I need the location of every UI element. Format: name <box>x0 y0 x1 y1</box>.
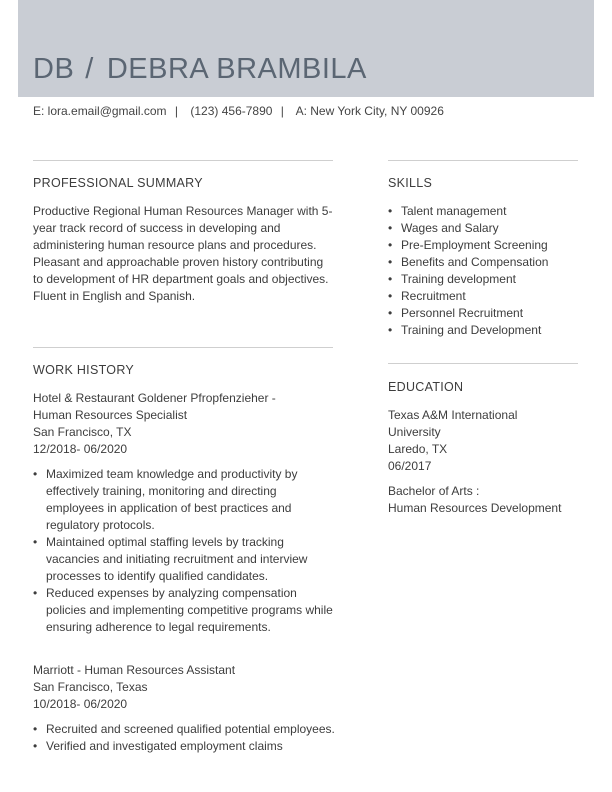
skills-divider <box>388 160 578 161</box>
education-date: 06/2017 <box>388 459 432 473</box>
contact-phone: (123) 456-7890 <box>190 104 273 118</box>
skill-item: • Training development <box>388 271 548 288</box>
contact-divider: | <box>174 104 179 118</box>
contact-line <box>33 104 444 118</box>
work-history-heading: WORK HISTORY <box>33 363 135 377</box>
skill-item: • Benefits and Compensation <box>388 254 548 271</box>
summary-text: Productive Regional Human Resources Manager with 5-year track record of success in developing and administering human resource plans and procedures. Pleasant and approachable proven history contributing to development of HR department goals and objectives. Fluent in English and Spanish. <box>33 204 333 303</box>
name-separator: / <box>85 53 94 85</box>
education-school: University <box>388 425 441 439</box>
job-entry <box>33 662 335 755</box>
education-school: Texas A&M International <box>388 408 518 422</box>
skill-item: • Training and Development <box>388 322 548 339</box>
skill-item: • Personnel Recruitment <box>388 305 548 322</box>
name-full: DEBRA BRAMBILA <box>106 53 367 85</box>
contact-address: A: New York City, NY 00926 <box>295 104 444 118</box>
contact-divider: | <box>280 104 284 118</box>
education-entry <box>388 407 588 517</box>
education-location: Laredo, TX <box>388 442 448 456</box>
education-heading: EDUCATION <box>388 380 464 394</box>
work-history-divider <box>33 347 333 348</box>
summary-heading: PROFESSIONAL SUMMARY <box>33 176 203 190</box>
job-dates: 12/2018- 06/2020 <box>33 442 128 456</box>
job-dates: 10/2018- 06/2020 <box>33 697 128 711</box>
skill-item: • Talent management <box>388 203 548 220</box>
skills-list <box>388 203 548 339</box>
job-location: San Francisco, TX <box>33 425 132 439</box>
job-bullet: • Verified and investigated employment claims <box>33 738 335 755</box>
job-employer: Marriott - Human Resources Assistant <box>33 663 236 677</box>
skills-heading: SKILLS <box>388 176 433 190</box>
education-field: Human Resources Development <box>388 501 562 515</box>
job-bullets <box>33 466 335 636</box>
skill-item: • Pre-Employment Screening <box>388 237 548 254</box>
job-bullet: • Reduced expenses by analyzing compensation policies and implementing competitive programs while ensuring adherence to legal requirements. <box>33 585 335 636</box>
job-bullets <box>33 721 335 755</box>
job-title: Human Resources Specialist <box>33 408 188 422</box>
skill-item: • Wages and Salary <box>388 220 548 237</box>
education-divider <box>388 363 578 364</box>
skill-item: • Recruitment <box>388 288 548 305</box>
name-initials: DB <box>33 53 75 85</box>
job-location: San Francisco, Texas <box>33 680 148 694</box>
job-bullet: • Maintained optimal staffing levels by tracking vacancies and initiating recruitment and interview processes to identify qualified candidates. <box>33 534 335 585</box>
candidate-name <box>33 53 367 86</box>
job-employer: Hotel & Restaurant Goldener Pfropfenzieher - <box>33 391 276 405</box>
education-degree: Bachelor of Arts : <box>388 484 480 498</box>
summary-divider <box>33 160 333 161</box>
job-bullet: • Maximized team knowledge and productivity by effectively training, monitoring and directing employees in application of best practices and regulatory protocols. <box>33 466 335 534</box>
contact-email: E: lora.email@gmail.com <box>33 104 167 118</box>
job-entry <box>33 390 335 636</box>
job-bullet: • Recruited and screened qualified potential employees. <box>33 721 335 738</box>
